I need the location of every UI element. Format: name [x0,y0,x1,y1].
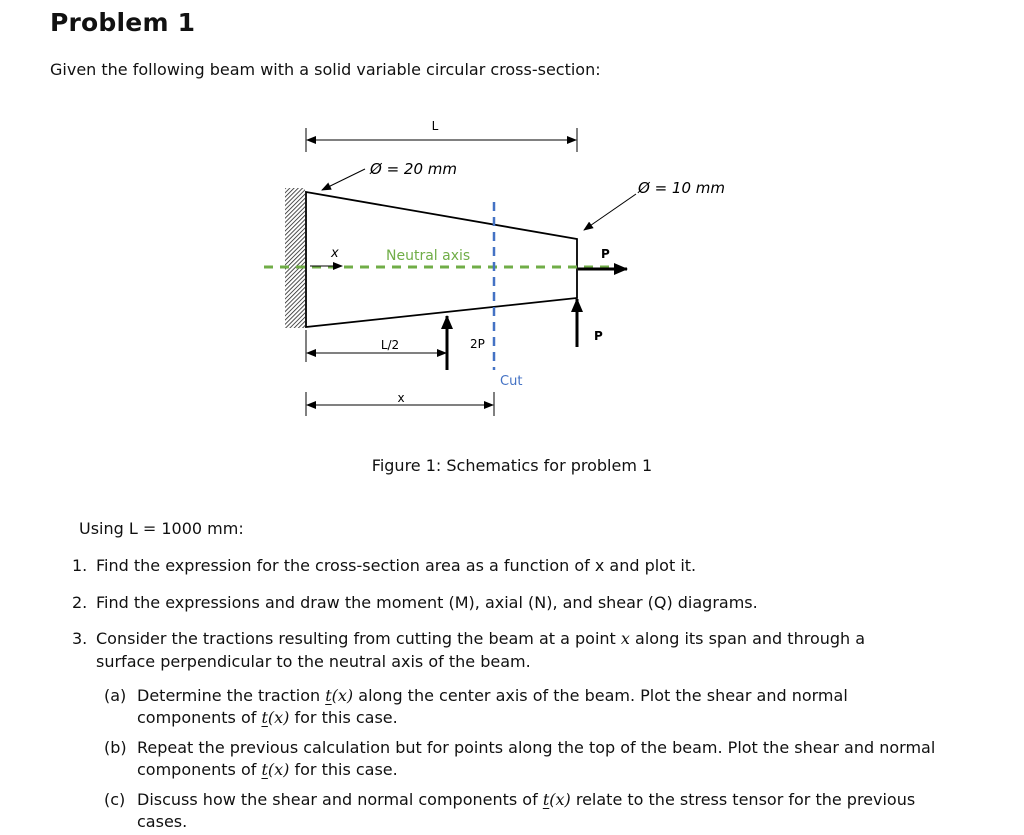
sub-item-label: (b) [104,738,127,757]
given-values [79,519,244,538]
sub-text-part: for this case. [289,708,398,727]
sub-text-part: relate to the stress tensor for the previous cases. [137,790,916,831]
figure-caption: Figure 1: Schematics for problem 1 [371,456,653,475]
beam-schematic [240,110,780,440]
label-P-axial: P [601,247,610,261]
label-neutral-axis: Neutral axis [386,248,471,264]
item-text: Find the expression for the cross-section area as a function of x and plot it. [96,556,697,575]
using-equals: = [137,519,162,538]
math-x: x [620,629,630,648]
length-dimension [306,119,577,152]
sub-text-part: Determine the traction [137,686,326,705]
math-arg: (x) [549,790,571,809]
diameter-right [584,179,725,230]
math-traction: t [325,686,332,705]
item-number: 1. [72,556,88,575]
using-prefix: Using L [79,519,138,538]
half-length-dimension [306,330,447,370]
load-2P [447,316,485,370]
label-diameter-right: Ø = 10 mm [638,179,725,197]
item-text-part: Consider the tractions resulting from cutting the beam at a point [96,629,621,648]
sub-text-part: Discuss how the shear and normal components of [137,790,543,809]
diameter-left [322,160,457,190]
label-cut: Cut [500,374,523,389]
sub-item-text [137,685,937,729]
sub-item-text [137,737,937,781]
x-dimension [306,391,494,416]
math-arg: (x) [331,686,354,705]
item-number: 2. [72,593,88,612]
item-text-part: along its span and through a surface perpendicular to the neutral axis of the beam. [96,629,866,671]
using-value: 1000 mm: [161,519,244,538]
sub-text-part: for this case. [289,760,398,779]
sub-item-text [137,789,937,833]
problem-intro: Given the following beam with a solid variable circular cross-section: [50,60,601,79]
label-P-vertical: P [594,329,603,343]
label-L: L [431,119,439,133]
sub-item-label: (a) [104,686,127,705]
math-traction: t [542,790,550,809]
label-2P: 2P [470,337,485,351]
label-L2: L/2 [380,338,400,352]
item-number: 3. [72,629,88,648]
math-traction: t [261,708,268,727]
sub-text-part: Repeat the previous calculation but for points along the top of the beam. Plot the shear and normal components of [137,738,936,779]
sub-text-part: along the center axis of the beam. Plot the shear and normal components of [137,686,848,727]
fixed-support [285,188,305,328]
problem-title: Problem 1 [50,8,196,37]
label-diameter-left: Ø = 20 mm [370,160,457,178]
label-x-dim: x [397,391,405,405]
vertical-load-P [577,299,603,347]
label-x-axis: x [331,246,339,261]
math-traction: t [261,760,268,779]
item-text: Find the expressions and draw the moment (M), axial (N), and shear (Q) diagrams. [96,593,758,612]
math-arg: (x) [267,708,290,727]
math-arg: (x) [267,760,290,779]
sub-item-label: (c) [104,790,126,809]
item-text [96,627,926,673]
